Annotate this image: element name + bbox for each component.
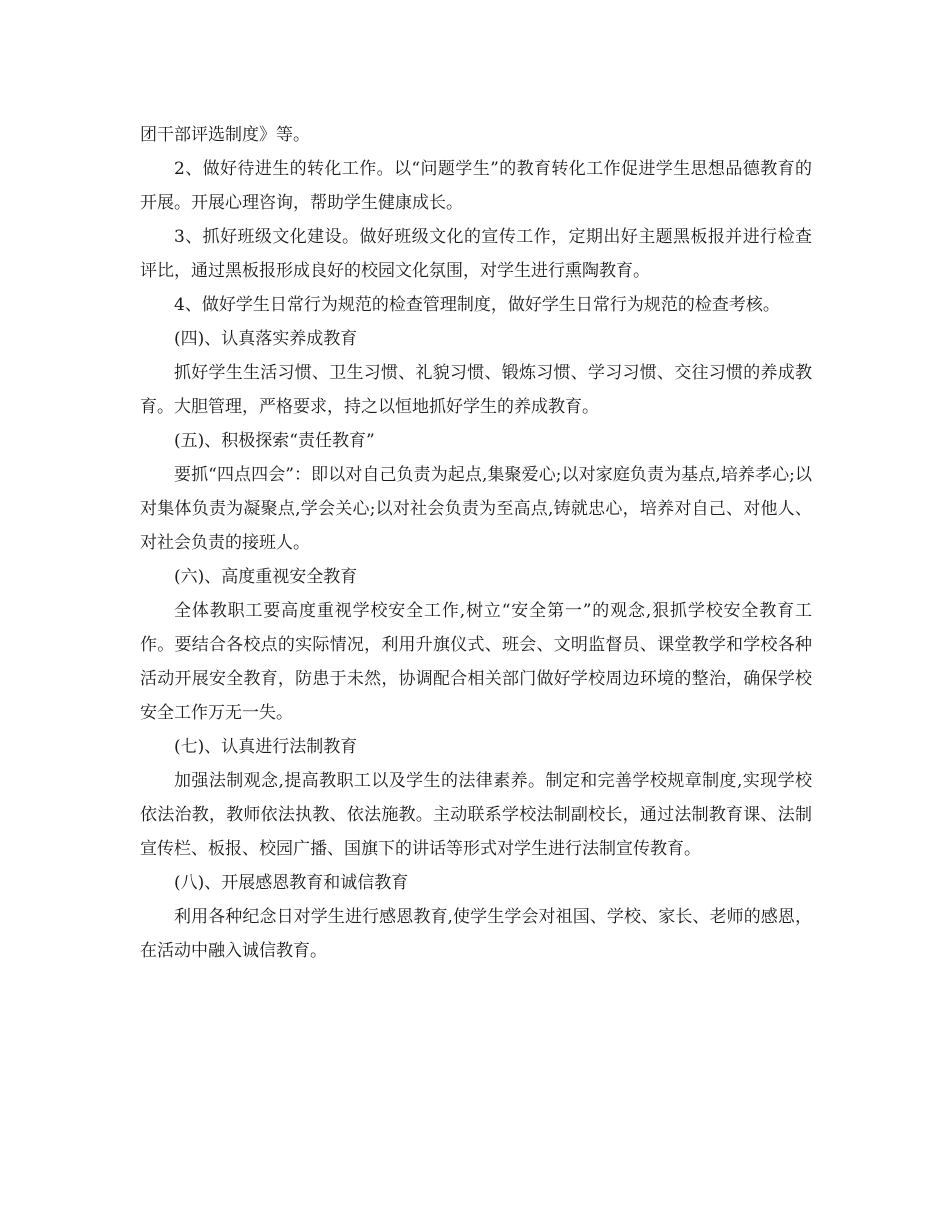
section-heading-4: (四)、认真落实养成教育 <box>174 329 358 349</box>
paragraph-item-3: 3、抓好班级文化建设。做好班级文化的宣传工作，定期出好主题黑板报并进行检查评比，通过黑板报形成良好的校园文化氛围，对学生进行熏陶教育。 <box>140 227 812 281</box>
section-body-8: 利用各种纪念日对学生进行感恩教育,使学生学会对祖国、学校、家长、老师的感恩，在活动中融入诚信教育。 <box>140 907 812 961</box>
section-body-5: 要抓“四点四会”：即以对自己负责为起点,集聚爱心;以对家庭负责为基点,培养孝心;以对集体负责为凝聚点,学会关心;以对社会负责为至高点,铸就忠心，培养对自己、对他人、对社会负责的接班人。 <box>140 465 812 553</box>
paragraph-item-2: 2、做好待进生的转化工作。以“问题学生”的教育转化工作促进学生思想品德教育的开展。开展心理咨询，帮助学生健康成长。 <box>140 159 812 213</box>
paragraph-item-4: 4、做好学生日常行为规范的检查管理制度，做好学生日常行为规范的检查考核。 <box>174 295 780 315</box>
section-heading-5: (五)、积极探索“责任教育” <box>174 431 375 451</box>
section-heading-7: (七)、认真进行法制教育 <box>174 737 358 757</box>
section-body-7: 加强法制观念,提高教职工以及学生的法律素养。制定和完善学校规章制度,实现学校依法治教，教师依法执教、依法施教。主动联系学校法制副校长，通过法制教育课、法制宣传栏、板报、校园广播、国旗下的讲话等形式对学生进行法制宣传教育。 <box>140 771 812 859</box>
section-heading-8: (八)、开展感恩教育和诚信教育 <box>174 873 409 893</box>
section-heading-6: (六)、高度重视安全教育 <box>174 567 358 587</box>
document-page <box>140 118 812 968</box>
paragraph-continuation: 团干部评选制度》等。 <box>140 125 310 145</box>
section-body-4: 抓好学生生活习惯、卫生习惯、礼貌习惯、锻炼习惯、学习习惯、交往习惯的养成教育。大胆管理，严格要求，持之以恒地抓好学生的养成教育。 <box>140 363 812 417</box>
section-body-6: 全体教职工要高度重视学校安全工作,树立“安全第一”的观念,狠抓学校安全教育工作。要结合各校点的实际情况，利用升旗仪式、班会、文明监督员、课堂教学和学校各种活动开展安全教育，防患于未然，协调配合相关部门做好学校周边环境的整治，确保学校安全工作万无一失。 <box>140 601 812 723</box>
